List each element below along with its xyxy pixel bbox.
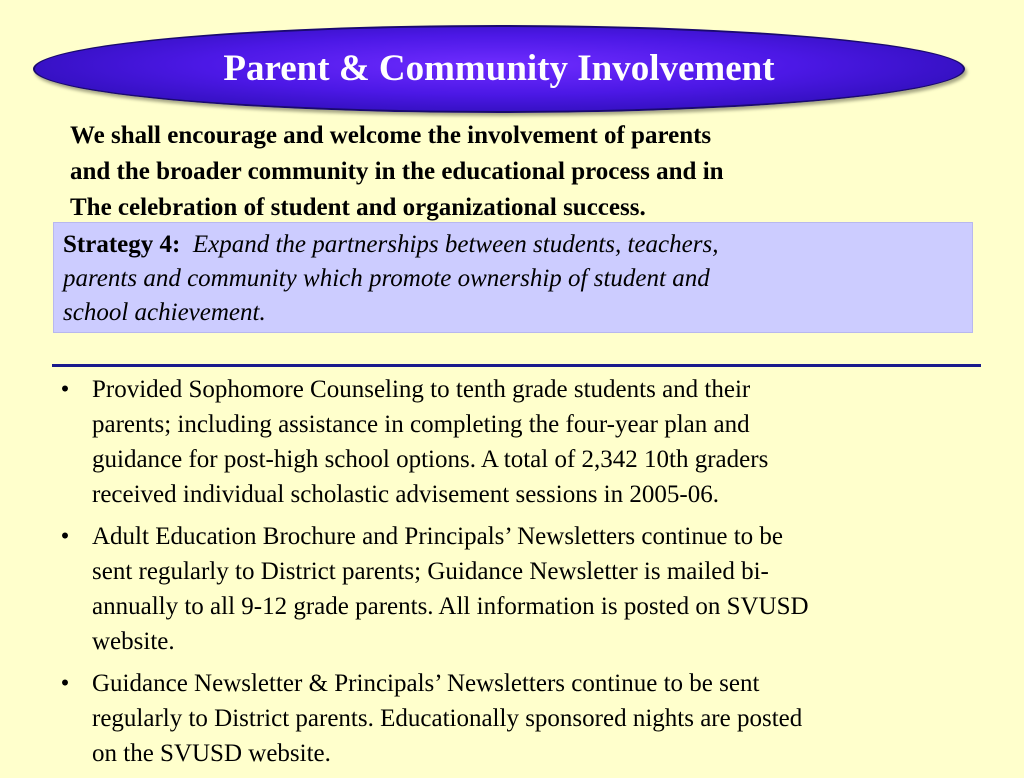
strategy-box — [53, 222, 973, 333]
list-item-line: Adult Education Brochure and Principals’ Newsletters continue to be — [92, 523, 784, 550]
goal-line: We shall encourage and welcome the involvement of parents — [70, 122, 712, 149]
list-item-line: guidance for post-high school options. A total of 2,342 10th graders — [92, 446, 769, 473]
list-item-line: parents; including assistance in completing the four-year plan and — [92, 411, 750, 438]
list-item — [55, 666, 1015, 771]
goal-line: The celebration of student and organizational success. — [70, 194, 646, 221]
list-item-line: sent regularly to District parents; Guidance Newsletter is mailed bi- — [92, 558, 769, 585]
bullet-icon: • — [60, 376, 70, 403]
bullet-list — [55, 372, 1015, 778]
list-item-line: Guidance Newsletter & Principals’ Newsletters continue to be sent — [92, 670, 760, 697]
list-item-line: Provided Sophomore Counseling to tenth grade students and their — [92, 376, 751, 403]
list-item-line: regularly to District parents. Educationally sponsored nights are posted — [92, 705, 803, 732]
list-item — [55, 519, 1015, 659]
list-item-line: received individual scholastic advisement sessions in 2005-06. — [92, 481, 719, 508]
strategy-line: parents and community which promote ownership of student and — [63, 265, 710, 292]
goal-line: and the broader community in the educational process and in — [70, 158, 724, 185]
goal-statement — [70, 118, 1000, 226]
strategy-line — [63, 228, 963, 262]
slide-title: Parent & Community Involvement — [223, 48, 775, 89]
list-item — [55, 372, 1015, 512]
list-item-line: annually to all 9-12 grade parents. All information is posted on SVUSD — [92, 593, 809, 620]
strategy-text: Expand the partnerships between students, teachers, — [192, 231, 719, 258]
strategy-label: Strategy 4: — [63, 231, 181, 258]
bullet-icon: • — [60, 670, 70, 697]
strategy-line: school achievement. — [63, 299, 266, 326]
list-item-line: on the SVUSD website. — [92, 740, 331, 767]
list-item-line: website. — [92, 628, 175, 655]
bullet-icon: • — [60, 523, 70, 550]
divider-line — [52, 364, 981, 367]
